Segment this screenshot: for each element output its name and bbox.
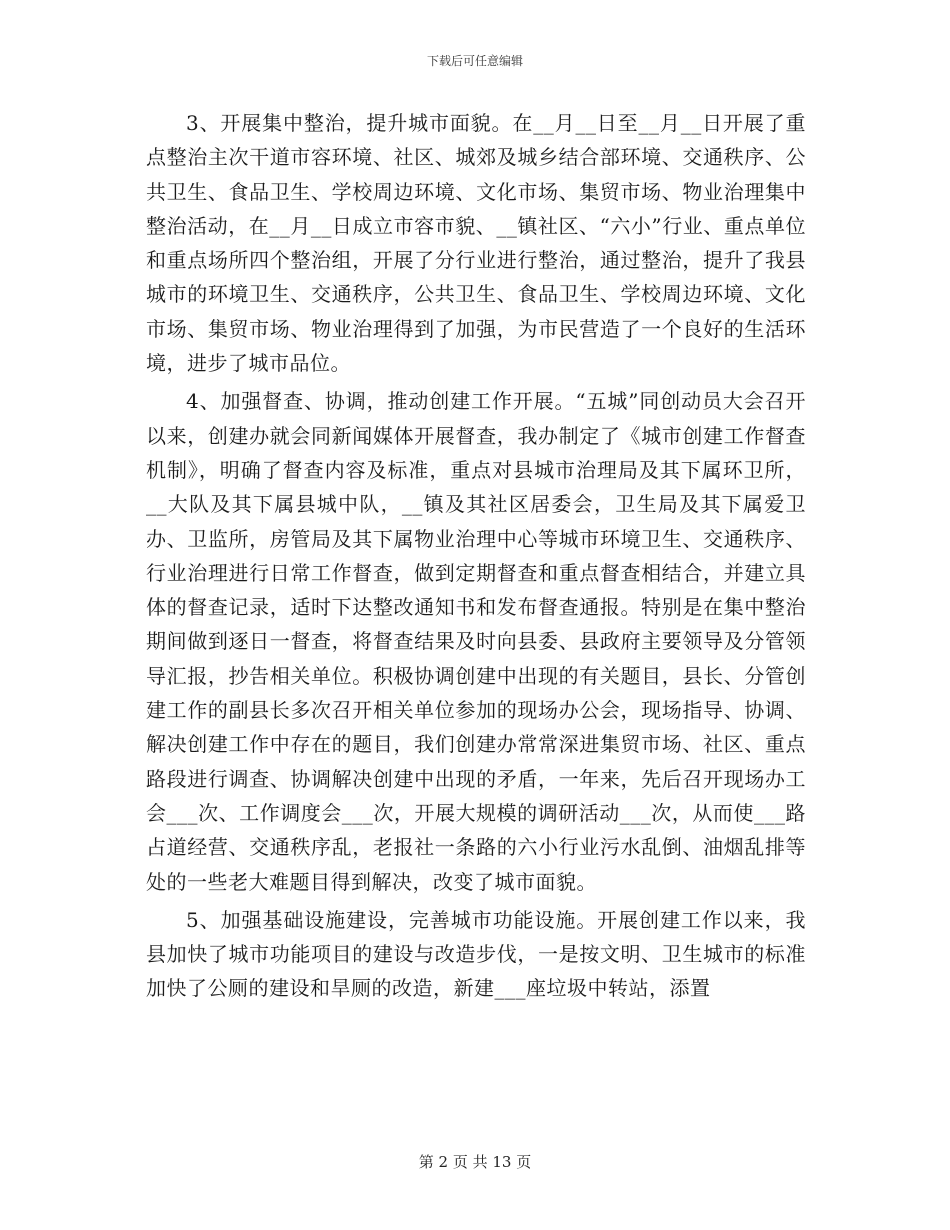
paragraph-5: 5、加强基础设施建设，完善城市功能设施。开展创建工作以来，我县加快了城市功能项目的建设与改造步伐，一是按文明、卫生城市的标准加快了公厕的建设和旱厕的改造，新建___座垃圾中转站，添置: [146, 907, 806, 1001]
paragraph-4: 4、加强督查、协调，推动创建工作开展。“五城”同创动员大会召开以来，创建办就会同新闻媒体开展督查，我办制定了《城市创建工作督查机制》，明确了督查内容及标准，重点对县城市治理局及其下属环卫所，__大队及其下属县城中队，__镇及其社区居委会，卫生局及其下属爱卫办、卫监所，房管局及其下属物业治理中心等城市环境卫生、交通秩序、行业治理进行日常工作督查，做到定期督查和重点督查相结合，并建立具体的督查记录，适时下达整改通知书和发布督查通报。特别是在集中整治期间做到逐日一督查，将督查结果及时向县委、县政府主要领导及分管领导汇报，抄告相关单位。积极协调创建中出现的有关题目，县长、分管创建工作的副县长多次召开相关单位参加的现场办公会，现场指导、协调、解决创建工作中存在的题目，我们创建办常常深进集贸市场、社区、重点路段进行调查、协调解决创建中出现的矛盾，一年来，先后召开现场办工会___次、工作调度会___次，开展大规模的调研活动___次，从而使___路占道经营、交通秩序乱，老报社一条路的六小行业污水乱倒、油烟乱排等处的一些老大难题目得到解决，改变了城市面貌。: [146, 389, 806, 894]
document-body: [146, 106, 806, 1006]
paragraph-3: 3、开展集中整治，提升城市面貌。在__月__日至__月__日开展了重点整治主次干道市容环境、社区、城郊及城乡结合部环境、交通秩序、公共卫生、食品卫生、学校周边环境、文化市场、集贸市场、物业治理集中整治活动，在__月__日成立市容市貌、__镇社区、“六小”行业、重点单位和重点场所四个整治组，开展了分行业进行整治，通过整治，提升了我县城市的环境卫生、交通秩序，公共卫生、食品卫生、学校周边环境、文化市场、集贸市场、物业治理得到了加强，为市民营造了一个良好的生活环境，进步了城市品位。: [146, 111, 806, 376]
page-footer: 第 2 页 共 13 页: [418, 1153, 532, 1171]
page-header: 下载后可任意编辑: [426, 54, 523, 68]
